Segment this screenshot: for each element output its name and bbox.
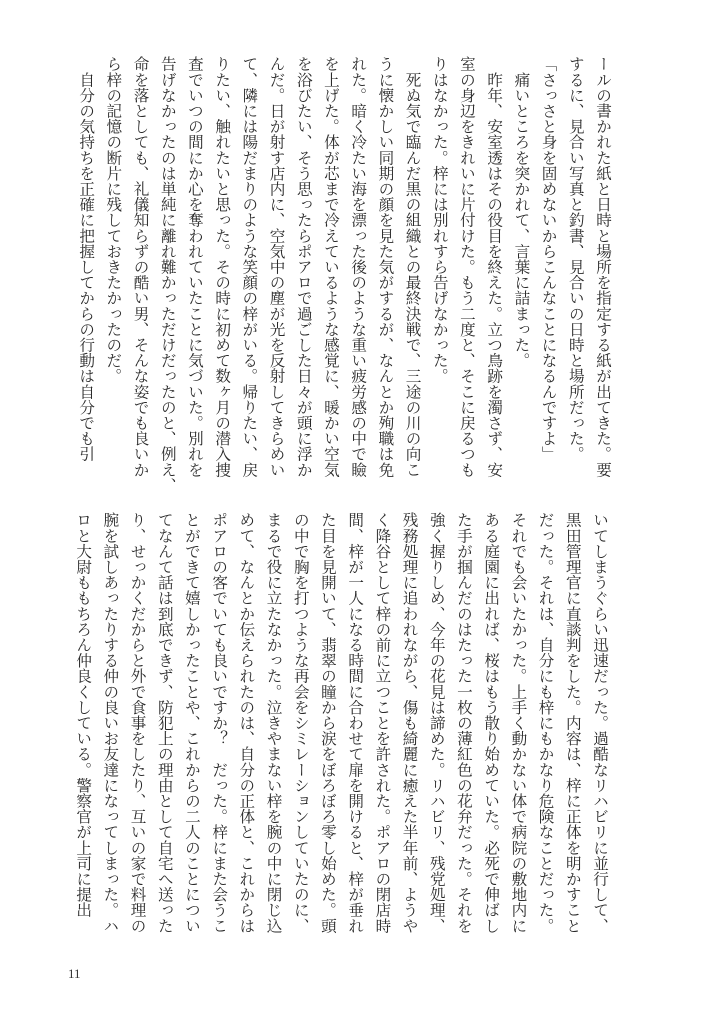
text-line: りたい、触れたいと思った。その時に初めて数ヶ月の潜入捜 xyxy=(213,56,232,478)
text-line: ロと大尉ももちろん仲良くしている。警察官が上司に提出 xyxy=(74,512,93,918)
text-line: た目を見開いて、翡翠の瞳から涙をぼろぼろ零し始めた。頭 xyxy=(318,512,337,934)
text-line: 自分の気持ちを正確に把握してからの行動は自分でも引 xyxy=(77,56,96,462)
text-line: 痛いところを突かれて、言葉に詰まった。 xyxy=(512,56,531,368)
text-line: 残務処理に追われながら、傷も綺麗に癒えた半年前、ようや xyxy=(400,512,419,934)
text-line: とができて嬉しかったことや、これからの二人のことについ xyxy=(182,512,201,934)
text-line: ある庭園に出れば、桜はもう散り始めていた。必死で伸ばし xyxy=(482,512,501,934)
text-line: 告げなかったのは単純に離れ難かっただけだったのと、例え、 xyxy=(158,56,177,493)
text-line: 間、梓が一人になる時間に合わせて扉を開けると、梓が垂れ xyxy=(346,512,365,934)
text-line: りはなかった。梓には別れすら告げなかった。 xyxy=(430,56,449,384)
text-line: 査でいつの間にか心を奪われていたことに気づいた。別れを xyxy=(185,56,204,478)
text-line: ポアロの客でいても良いですか？ だった。梓にまた会うこ xyxy=(210,512,229,934)
text-line: 黒田管理官に直談判をした。内容は、梓に正体を明かすこと xyxy=(563,512,582,934)
page-number: 11 xyxy=(68,966,81,981)
text-line: 「さっさと身を固めないからこんなことになるんですよ」 xyxy=(539,56,558,462)
text-line: た手が掴んだのはたった一枚の薄紅色の花弁だった。それを xyxy=(454,512,473,934)
text-line: 腕を試しあったりする仲の良いお友達になってしまった。ハ xyxy=(101,512,120,934)
text-line: それでも会いたかった。上手く動かない体で病院の敷地内に xyxy=(509,512,528,934)
text-line: んだ。日が射す店内に、空気中の塵が光を反射してきらめい xyxy=(267,56,286,478)
text-line: てなんて話は到底できず、防犯上の理由として自宅へ送った xyxy=(155,512,174,934)
text-line: するに、見合い写真と釣書、見合いの日時と場所だった。 xyxy=(566,56,585,462)
text-line: 強く握りしめ、今年の花見は諦めた。リハビリ、残党処理、 xyxy=(427,512,446,934)
text-line: の中で胸を打つような再会をシミレーションしていたのに、 xyxy=(291,512,310,934)
text-line: ールの書かれた紙と日時と場所を指定する紙が出てきた。要 xyxy=(594,56,612,478)
text-line: まるで役に立たなかった。泣きやまない梓を腕の中に閉じ込 xyxy=(264,512,283,934)
text-line: 昨年、安室透はその役目を終えた。立つ鳥跡を濁さず、安 xyxy=(485,56,504,478)
text-line: く降谷として梓の前に立つことを許された。ポアロの閉店時 xyxy=(373,512,392,934)
text-line: だった。それは、自分にも梓にもかなり危険なことだった。 xyxy=(536,512,555,934)
text-block-upper xyxy=(72,56,616,500)
text-line: 命を落としても、礼儀知らずの酷い男、そんな姿でも良いか xyxy=(131,56,150,478)
text-line: いてしまうぐらい迅速だった。過酷なリハビリに並行して、 xyxy=(591,512,609,934)
text-block-lower xyxy=(69,512,613,956)
text-line: 室の身辺をきれいに片付けた。もう二度と、そこに戻るつも xyxy=(457,56,476,478)
text-line: ら梓の記憶の断片に残しておきたかったのだ。 xyxy=(104,56,123,384)
text-line: を浴びたい、そう思ったらポアロで過ごした日々が頭に浮か xyxy=(294,56,313,478)
text-line: めて、なんとか伝えられたのは、自分の正体と、これからは xyxy=(237,512,256,934)
text-line: を上げた。体が芯まで冷えているような感覚に、暖かい空気 xyxy=(321,56,340,478)
text-line: うに懐かしい同期の顔を見た気がするが、なんとか殉職は免 xyxy=(376,56,395,478)
text-line: 死ぬ気で臨んだ黒の組織との最終決戦で、三途の川の向こ xyxy=(403,56,422,478)
text-line: り、せっかくだからと外で食事をしたり、互いの家で料理の xyxy=(128,512,147,934)
text-line: れた。暗く冷たい海を漂った後のような重い疲労感の中で瞼 xyxy=(349,56,368,478)
text-line: て、隣には陽だまりのような笑顔の梓がいる。帰りたい、戻 xyxy=(240,56,259,478)
